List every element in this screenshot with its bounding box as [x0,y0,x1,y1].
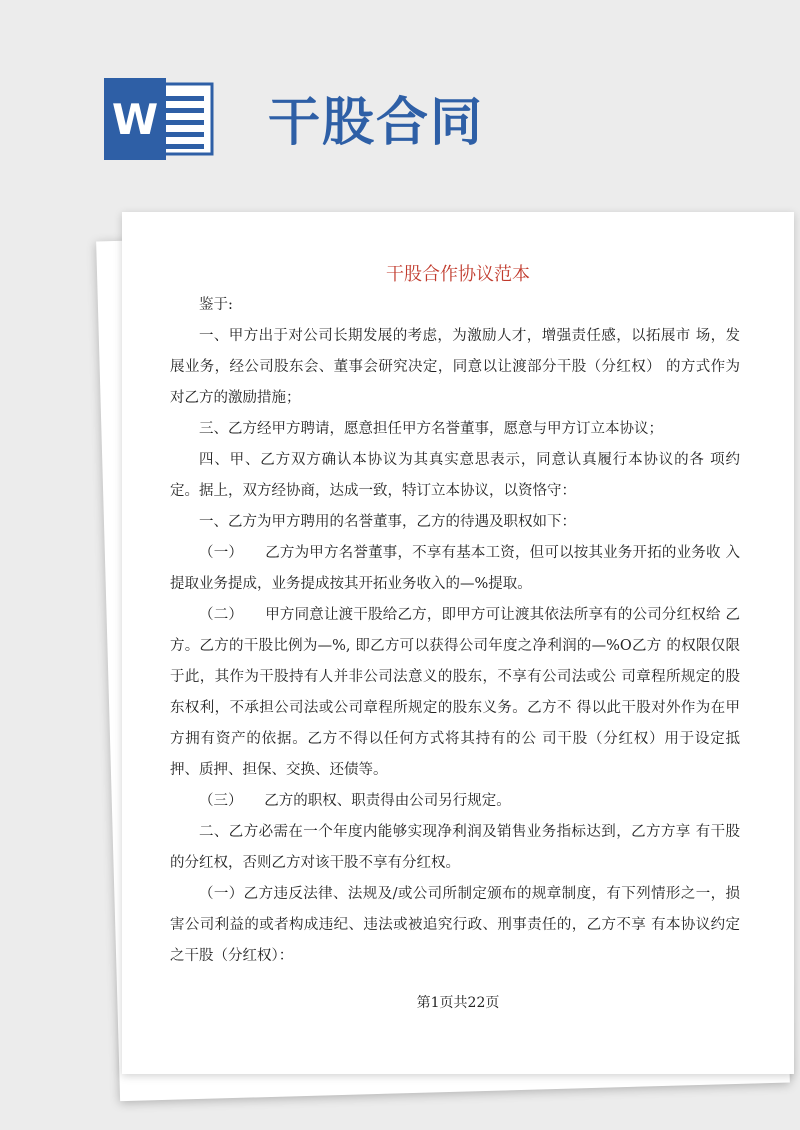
paragraph: （二） 甲方同意让渡干股给乙方，即甲方可让渡其依法所享有的公司分红权给 乙方。乙方的干股比例为—%, 即乙方可以获得公司年度之净利润的—%O乙方 的权限仅限于此，其作为干股持有人并非公司法意义的股东，不享有公司法或公 司章程所规定的股东权利，不承担公司法或公司章程所规定的股东义务。乙方不 得以此干股对外作为在甲方拥有资产的依据。乙方不得以任何方式将其持有的公 司干股（分红权）用于设定抵押、质押、担保、交换、还债等。 [170,607,740,778]
word-document-icon [98,78,216,160]
document-heading: 干股合作协议范本 [386,264,530,285]
document-body [170,290,740,972]
paragraph: 一、甲方出于对公司长期发展的考虑，为激励人才，增强责任感，以拓展市 场，发展业务，经公司股东会、董事会研究决定，同意以让渡部分干股（分红权） 的方式作为对乙方的激励措施； [170,328,740,406]
paragraph: 一、乙方为甲方聘用的名誉董事，乙方的待遇及职权如下： [199,514,576,530]
word-icon-letter: W [111,95,159,144]
paragraph: 二、乙方必需在一个年度内能够实现净利润及销售业务指标达到，乙方方享 有干股的分红权，否则乙方对该干股不享有分红权。 [170,824,740,871]
paragraph: 三、乙方经甲方聘请，愿意担任甲方名誉董事，愿意与甲方订立本协议； [199,421,663,437]
paragraph: 四、甲、乙方双方确认本协议为其真实意思表示，同意认真履行本协议的各 项约定。据上，双方经协商，达成一致，特订立本协议，以资恪守： [170,452,740,499]
document-page [122,212,794,1074]
page-number: 第1页共22页 [416,995,500,1011]
header-banner [0,0,800,200]
paragraph: （一） 乙方为甲方名誉董事，不享有基本工资，但可以按其业务开拓的业务收 入提取业务提成，业务提成按其开拓业务收入的—%提取。 [170,545,740,592]
banner-title: 干股合同 [268,93,485,153]
paragraph: （一）乙方违反法律、法规及/或公司所制定颁布的规章制度，有下列情形之一，损害公司利益的或者构成违纪、违法或被追究行政、刑事责任的，乙方不享 有本协议约定之干股（分红权）： [170,886,740,964]
paragraph: 鉴于: [199,297,233,313]
paragraph: （三） 乙方的职权、职责得由公司另行规定。 [199,793,511,809]
